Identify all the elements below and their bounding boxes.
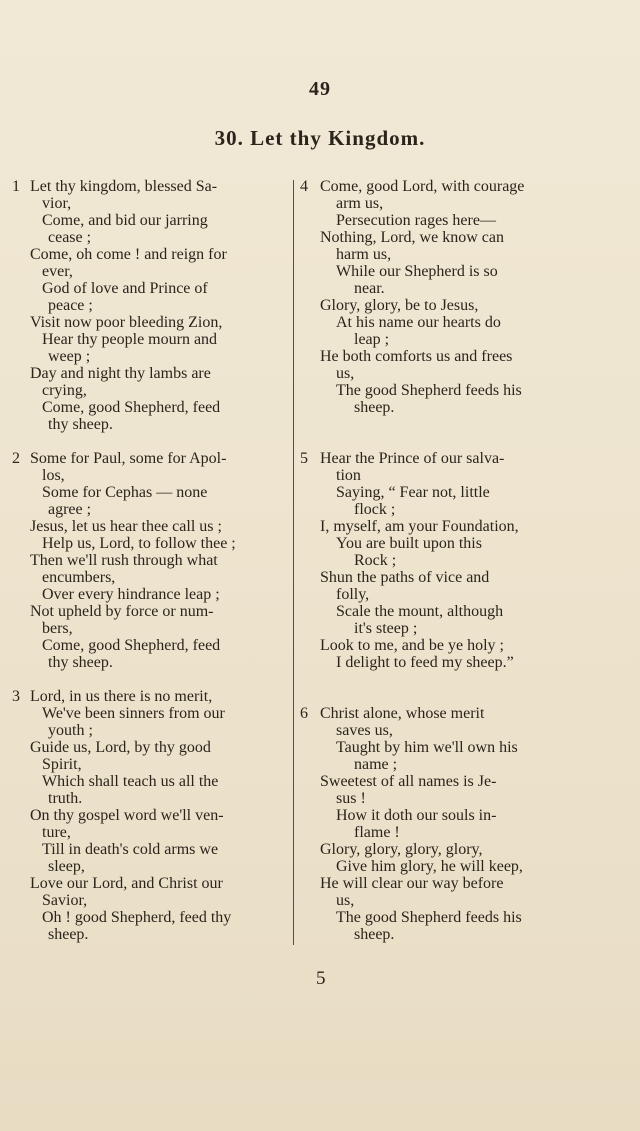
verse-line: Scale the mount, although [336, 603, 504, 620]
verse-line: Let thy kingdom, blessed Sa- [30, 178, 218, 195]
verse-line: Spirit, [42, 756, 82, 773]
verse-line: At his name our hearts do [336, 314, 501, 331]
verse-line: flock ; [354, 501, 396, 518]
verse-line: sheep. [354, 399, 395, 416]
hymn-title: 30. Let thy Kingdom. [214, 126, 426, 150]
verse-1 [12, 178, 287, 433]
verse-line: Till in death's cold arms we [42, 841, 219, 858]
verse-line: Hear thy people mourn and [42, 331, 218, 348]
verse-line: youth ; [48, 722, 93, 739]
verse-line: God of love and Prince of [42, 280, 208, 297]
verse-line: Nothing, Lord, we know can [320, 229, 504, 246]
verse-line: How it doth our souls in- [336, 807, 497, 824]
verse-line: Help us, Lord, to follow thee ; [42, 535, 236, 552]
verse-line: Glory, glory, glory, glory, [320, 841, 483, 858]
verse-line: We've been sinners from our [42, 705, 225, 722]
verse-line: thy sheep. [48, 416, 113, 433]
verse-line: sheep. [48, 926, 89, 943]
verse-line: Some for Paul, some for Apol- [30, 450, 227, 467]
verse-line: Give him glory, he will keep, [336, 858, 523, 875]
verse-line: us, [336, 365, 355, 382]
verse-line: Some for Cephas — none [42, 484, 208, 501]
verse-line: name ; [354, 756, 398, 773]
verse-line: The good Shepherd feeds his [336, 909, 522, 926]
verse-line: He both comforts us and frees [320, 348, 513, 365]
verse-line: peace ; [48, 297, 93, 314]
verse-line: Lord, in us there is no merit, [30, 688, 213, 705]
verse-line: Taught by him we'll own his [336, 739, 518, 756]
verse-line: Hear the Prince of our salva- [320, 450, 505, 467]
verse-line: vior, [42, 195, 72, 212]
left-column [12, 178, 287, 943]
verse-number: 5 [300, 450, 308, 467]
verse-line: ture, [42, 824, 71, 841]
verse-3 [12, 688, 287, 943]
verse-number: 3 [12, 688, 20, 705]
verse-line: Come, and bid our jarring [42, 212, 208, 229]
verse-6 [300, 705, 577, 943]
verse-line: While our Shepherd is so [336, 263, 498, 280]
verse-line: folly, [336, 586, 370, 603]
verse-line: Then we'll rush through what [30, 552, 218, 569]
verse-line: near. [354, 280, 385, 297]
verse-5 [300, 450, 577, 671]
verse-line: us, [336, 892, 355, 909]
verse-4 [300, 178, 577, 416]
verse-line: He will clear our way before [320, 875, 504, 892]
verse-line: Savior, [42, 892, 88, 909]
verse-line: I delight to feed my sheep.” [336, 654, 514, 671]
verse-line: Come, good Lord, with courage [320, 178, 525, 195]
verse-line: Persecution rages here— [336, 212, 496, 229]
column-divider [293, 180, 294, 945]
verse-line: Not upheld by force or num- [30, 603, 214, 620]
verse-line: saves us, [336, 722, 393, 739]
verse-line: sheep. [354, 926, 395, 943]
verse-line: harm us, [336, 246, 392, 263]
verse-line: encumbers, [42, 569, 116, 586]
verse-line: sus ! [336, 790, 366, 807]
verse-line: tion [336, 467, 361, 484]
verse-line: agree ; [48, 501, 92, 518]
verse-line: thy sheep. [48, 654, 113, 671]
verse-line: Look to me, and be ye holy ; [320, 637, 504, 654]
verse-line: flame ! [354, 824, 400, 841]
verse-number: 2 [12, 450, 20, 467]
verse-line: ever, [42, 263, 73, 280]
verse-line: Oh ! good Shepherd, feed thy [42, 909, 232, 926]
verse-line: The good Shepherd feeds his [336, 382, 522, 399]
verse-line: Shun the paths of vice and [320, 569, 490, 586]
verse-line: cease ; [48, 229, 92, 246]
verse-line: Day and night thy lambs are [30, 365, 211, 382]
verse-line: On thy gospel word we'll ven- [30, 807, 224, 824]
verse-line: bers, [42, 620, 73, 637]
verse-line: Come, good Shepherd, feed [42, 637, 221, 654]
verse-number: 1 [12, 178, 20, 195]
verse-line: Christ alone, whose merit [320, 705, 485, 722]
verse-line: I, myself, am your Foundation, [320, 518, 519, 535]
verse-line: leap ; [354, 331, 390, 348]
right-column [300, 178, 577, 943]
verse-line: Saying, “ Fear not, little [336, 484, 490, 501]
verse-line: weep ; [48, 348, 91, 365]
verse-line: it's steep ; [354, 620, 418, 637]
verse-line: Glory, glory, be to Jesus, [320, 297, 479, 314]
verse-line: Love our Lord, and Christ our [30, 875, 223, 892]
signature-mark: 5 [316, 968, 326, 989]
verse-number: 6 [300, 705, 308, 722]
verse-line: los, [42, 467, 65, 484]
verse-line: arm us, [336, 195, 384, 212]
verse-line: Over every hindrance leap ; [42, 586, 220, 603]
verse-line: Which shall teach us all the [42, 773, 219, 790]
verse-line: Jesus, let us hear thee call us ; [30, 518, 222, 535]
verse-line: Come, oh come ! and reign for [30, 246, 227, 263]
verse-line: truth. [48, 790, 83, 807]
verse-2 [12, 450, 287, 671]
verse-number: 4 [300, 178, 308, 195]
verse-line: You are built upon this [336, 535, 482, 552]
verse-line: sleep, [48, 858, 85, 875]
page-number: 49 [309, 78, 331, 100]
verse-line: Visit now poor bleeding Zion, [30, 314, 223, 331]
verse-line: Guide us, Lord, by thy good [30, 739, 211, 756]
verse-line: Come, good Shepherd, feed [42, 399, 221, 416]
verse-line: crying, [42, 382, 87, 399]
verse-line: Rock ; [354, 552, 397, 569]
verse-line: Sweetest of all names is Je- [320, 773, 497, 790]
